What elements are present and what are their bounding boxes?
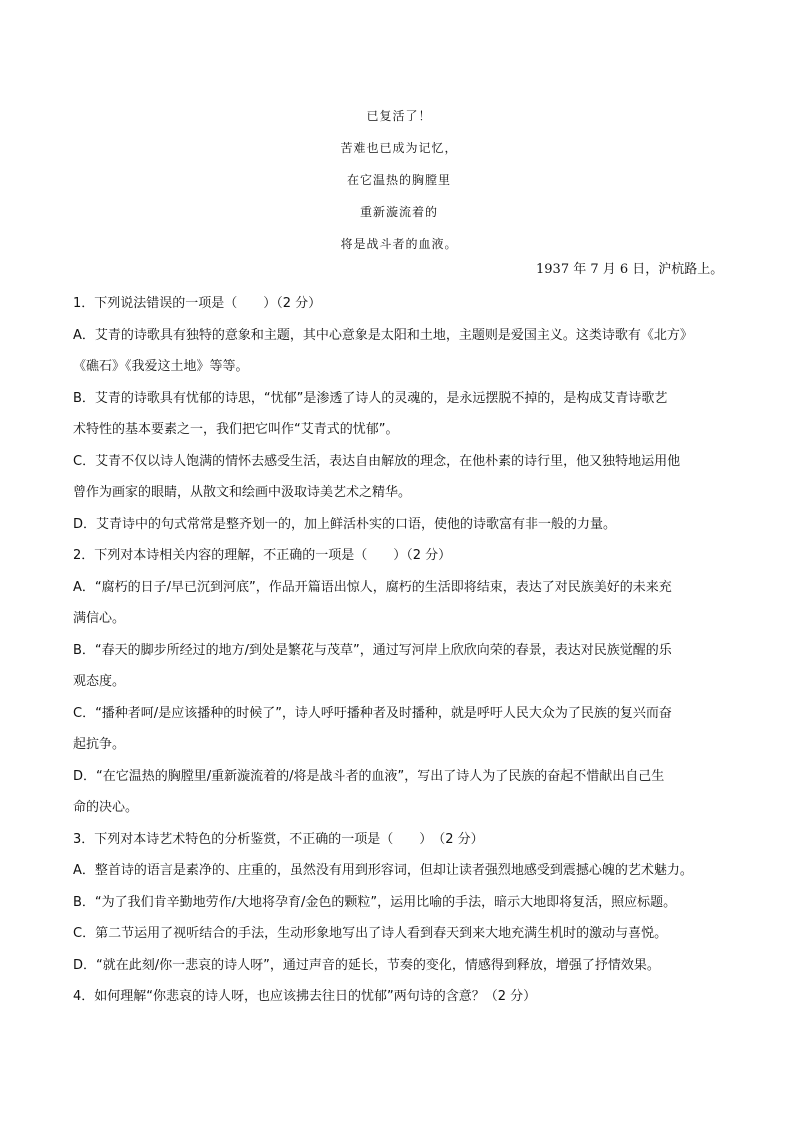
question-4-stem: 4．如何理解“你悲哀的诗人呀，也应该拂去往日的忧郁”两句诗的含意？（2 分） <box>73 989 537 1004</box>
question-2-option-b-cont: 观态度。 <box>73 674 126 689</box>
question-2-option-c-cont: 起抗争。 <box>73 737 126 752</box>
poem-line: 苦难也已成为记忆， <box>340 141 458 155</box>
question-2-option-d: D．“在它温热的胸膛里/重新漩流着的/将是战斗者的血液”，写出了诗人为了民族的奋起不惜献出自己生 <box>73 768 665 784</box>
question-1-option-d: D．艾青诗中的句式常常是整齐划一的，加上鲜活朴实的口语，使他的诗歌富有非一般的力量。 <box>73 516 617 532</box>
question-1-stem: 1．下列说法错误的一项是（ ）（2 分） <box>73 296 322 311</box>
question-1-option-a: A．艾青的诗歌具有独特的意象和主题，其中心意象是太阳和土地，主题则是爱国主义。这类诗歌有《北方》 <box>73 327 693 343</box>
poem-dateline: 1937 年 7 月 6 日，沪杭路上。 <box>536 262 724 277</box>
question-2-option-a-cont: 满信心。 <box>73 611 126 626</box>
question-2-stem: 2．下列对本诗相关内容的理解，不正确的一项是（ ）（2 分） <box>73 548 452 563</box>
question-2-option-d-cont: 命的决心。 <box>73 800 139 815</box>
question-3-option-b: B．“为了我们肯辛勤地劳作/大地将孕育/金色的颗粒”，运用比喻的手法，暗示大地即将复活，照应标题。 <box>73 894 677 910</box>
question-3-option-c: C．第二节运用了视听结合的手法，生动形象地写出了诗人看到春天到来大地充满生机时的激动与喜悦。 <box>73 926 668 941</box>
question-1-option-a-cont: 《礁石》《我爱这土地》等等。 <box>73 359 249 374</box>
question-2-option-a: A．“腐朽的日子/早已沉到河底”，作品开篇语出惊人，腐朽的生活即将结束，表达了对民族美好的未来充 <box>73 579 672 595</box>
poem-line: 将是战斗者的血液。 <box>340 237 458 251</box>
question-1-option-b: B．艾青的诗歌具有忧郁的诗思，“忧郁”是渗透了诗人的灵魂的，是永远摆脱不掉的，是构成艾青诗歌艺 <box>73 390 668 406</box>
poem-line: 重新漩流着的 <box>359 205 438 219</box>
poem-excerpt <box>0 100 794 260</box>
question-1-option-c-cont: 曾作为画家的眼睛，从散文和绘画中汲取诗美艺术之精华。 <box>73 485 412 500</box>
question-3-option-a: A．整首诗的语言是素净的、庄重的，虽然没有用到形容词，但却让读者强烈地感受到震撼心魄的艺术魅力。 <box>73 863 693 878</box>
poem-line: 在它温热的胸膛里 <box>346 173 451 187</box>
question-3-option-d: D．“就在此刻/你一悲哀的诗人呀”，通过声音的延长，节奏的变化，情感得到释放，增强了抒情效果。 <box>73 957 660 973</box>
question-3-stem: 3．下列对本诗艺术特色的分析鉴赏，不正确的一项是（ ） （2 分） <box>73 831 484 847</box>
question-section <box>73 288 733 1013</box>
question-2-option-b: B．“春天的脚步所经过的地方/到处是繁花与茂草”，通过写河岸上欣欣向荣的春景，表达对民族觉醒的乐 <box>73 642 672 658</box>
poem-line: 已复活了！ <box>366 109 432 123</box>
question-1-option-c: C．艾青不仅以诗人饱满的情怀去感受生活，表达自由解放的理念，在他朴素的诗行里，他又独特地运用他 <box>73 453 681 469</box>
question-2-option-c: C．“播种者呵/是应该播种的时候了”，诗人呼吁播种者及时播种，就是呼吁人民大众为了民族的复兴而奋 <box>73 705 672 721</box>
question-1-option-b-cont: 术特性的基本要素之一，我们把它叫作“艾青式的忧郁”。 <box>73 422 399 437</box>
